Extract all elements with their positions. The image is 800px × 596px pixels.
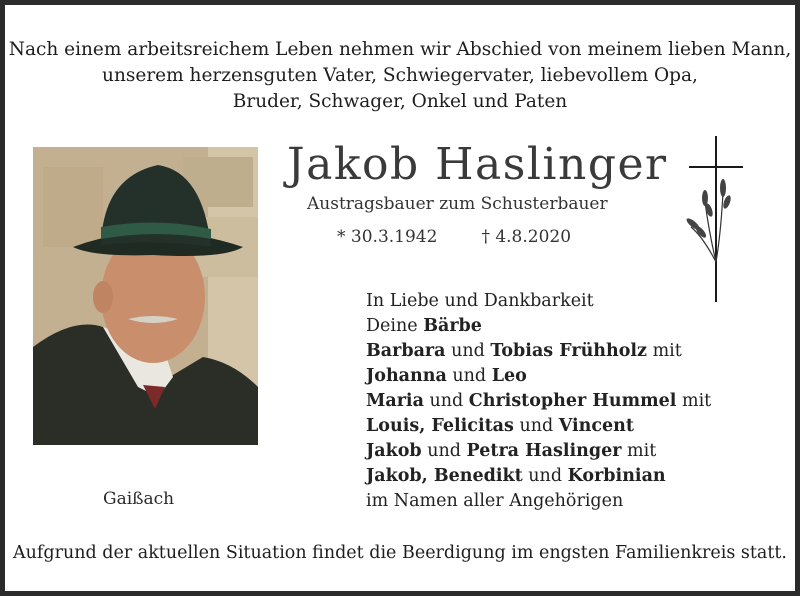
family-name: Christopher Hummel bbox=[468, 391, 677, 411]
family-name: Barbara bbox=[366, 341, 446, 361]
family-name: Maria bbox=[366, 391, 424, 411]
life-dates bbox=[337, 227, 571, 247]
deceased-role: Austragsbauer zum Schusterbauer bbox=[307, 194, 608, 214]
family-line: In Liebe und Dankbarkeit bbox=[366, 291, 594, 311]
family-signatures bbox=[366, 289, 711, 514]
family-text: und bbox=[522, 466, 568, 486]
portrait-photo bbox=[33, 147, 258, 445]
cross-with-wheat-icon bbox=[683, 132, 743, 304]
intro-line: Nach einem arbeitsreichem Leben nehmen wir Abschied von meinem lieben Mann, bbox=[8, 39, 792, 60]
family-name: Korbinian bbox=[567, 466, 666, 486]
family-text: mit bbox=[676, 391, 712, 411]
family-name: Tobias Frühholz bbox=[490, 341, 647, 361]
intro-text bbox=[5, 37, 795, 115]
family-text: Deine bbox=[366, 316, 424, 336]
family-text: und bbox=[513, 416, 559, 436]
family-text: mit bbox=[621, 441, 657, 461]
family-text: und bbox=[421, 441, 467, 461]
family-text: und bbox=[423, 391, 469, 411]
family-name: Vincent bbox=[558, 416, 634, 436]
intro-line: unserem herzensguten Vater, Schwiegervater, liebevollem Opa, bbox=[102, 65, 698, 86]
intro-line: Bruder, Schwager, Onkel und Paten bbox=[232, 91, 568, 112]
place-name: Gaißach bbox=[103, 489, 175, 509]
family-text: und bbox=[445, 341, 491, 361]
family-name: Jakob bbox=[366, 441, 422, 461]
birth-date: * 30.3.1942 bbox=[337, 227, 438, 247]
family-name: Leo bbox=[491, 366, 527, 386]
family-name: Bärbe bbox=[423, 316, 482, 336]
family-line bbox=[366, 364, 711, 389]
family-name: Johanna bbox=[366, 366, 447, 386]
family-line bbox=[366, 414, 711, 439]
family-line bbox=[366, 314, 711, 339]
family-line bbox=[366, 464, 711, 489]
family-text: mit bbox=[647, 341, 682, 361]
family-line bbox=[366, 439, 711, 464]
family-name: Petra Haslinger bbox=[466, 441, 622, 461]
family-line bbox=[366, 389, 711, 414]
funeral-notice-footer: Aufgrund der aktuellen Situation findet die Beerdigung im engsten Familienkreis statt. bbox=[13, 543, 787, 563]
family-name: Jakob, Benedikt bbox=[366, 466, 523, 486]
family-line: im Namen aller Angehörigen bbox=[366, 491, 624, 511]
deceased-name: Jakob Haslinger bbox=[287, 139, 668, 190]
family-text: und bbox=[446, 366, 492, 386]
family-line bbox=[366, 339, 711, 364]
death-date: † 4.8.2020 bbox=[481, 227, 572, 247]
family-name: Louis, Felicitas bbox=[366, 416, 514, 436]
